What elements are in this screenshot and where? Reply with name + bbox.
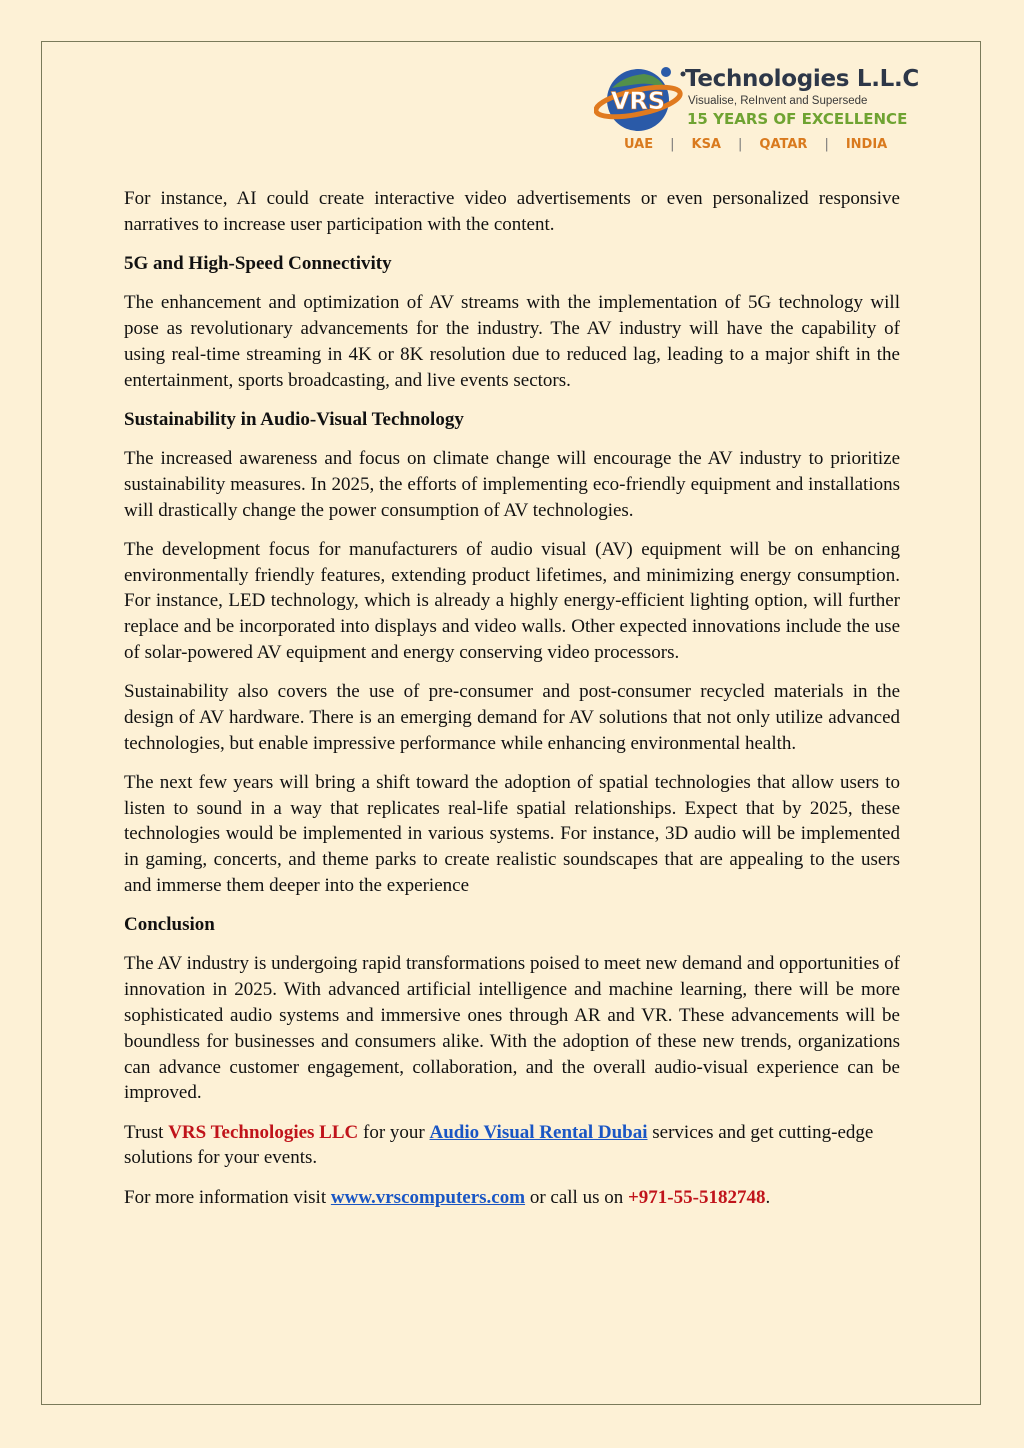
paragraph-conclusion: The AV industry is undergoing rapid transformations poised to meet new demand and opportunities of innovation in 2025. With advanced artificial intelligence and machine learning, there will be more sophisticated audio systems and immersive ones through AR and VR. These advancements will be boundless for businesses and consumers alike. With the adoption of these new trends, organizations can advance customer engagement, collaboration, and the overall audio-visual experience can be improved. <box>124 953 900 1104</box>
brand-name: VRS Technologies LLC <box>168 1121 359 1143</box>
paragraph-sustainability-2: The development focus for manufacturers of audio visual (AV) equipment will be on enhancing environmentally friendly features, extending product lifetimes, and minimizing energy consumption. For instance, LED technology, which is already a highly energy-efficient lighting option, will further replace and be incorporated into displays and video walls. Other expected innovations include the use of solar-powered AV equipment and energy conserving video processors. <box>124 538 900 663</box>
region-ksa: KSA <box>691 137 721 152</box>
trust-paragraph <box>124 1120 900 1172</box>
contact-paragraph <box>124 1185 900 1211</box>
globe-logo-icon <box>594 62 686 138</box>
region-india: INDIA <box>845 137 888 152</box>
contact-suffix: . <box>765 1186 771 1208</box>
paragraph-sustainability-3: Sustainability also covers the use of pre-consumer and post-consumer recycled materials in the design of AV hardware. There is an emerging demand for AV solutions that not only utilize advanced technologies, but enable impressive performance while enhancing environmental health. <box>124 681 900 754</box>
paragraph-5g: The enhancement and optimization of AV streams with the implementation of 5G technology will pose as revolutionary advancements for the industry. The AV industry will have the capability of using real-time streaming in 4K or 8K resolution due to reduced lag, leading to a major shift in the entertainment, sports broadcasting, and live events sectors. <box>124 292 900 391</box>
logo-years-badge: 15 YEARS OF EXCELLENCE <box>687 110 908 128</box>
paragraph-sustainability-1: The increased awareness and focus on climate change will encourage the AV industry to prioritize sustainability measures. In 2025, the efforts of implementing eco-friendly equipment and installations will drastically change the power consumption of AV technologies. <box>124 447 900 521</box>
region-separator: | <box>738 137 743 152</box>
contact-prefix: For more information visit <box>124 1186 331 1208</box>
heading-conclusion: Conclusion <box>124 914 215 936</box>
trust-suffix: services and get cutting-edge solutions for your events. <box>124 1121 874 1169</box>
logo-initials: VRS <box>610 87 666 115</box>
trust-middle: for your <box>358 1121 430 1143</box>
region-separator: | <box>670 137 675 152</box>
audio-visual-rental-link[interactable]: Audio Visual Rental Dubai <box>429 1121 648 1143</box>
contact-middle: or call us on <box>525 1186 628 1208</box>
intro-paragraph: For instance, AI could create interactive video advertisements or even personalized responsive narratives to increase user participation with the content. <box>124 188 900 235</box>
region-uae: UAE <box>624 137 654 152</box>
logo-tagline: Visualise, ReInvent and Supersede <box>688 95 868 107</box>
paragraph-spatial: The next few years will bring a shift toward the adoption of spatial technologies that allow users to listen to sound in a way that replicates real-life spatial relationships. Expect that by 2025, these technologies would be implemented in various systems. For instance, 3D audio will be implemented in gaming, concerts, and theme parks to create realistic soundscapes that are appealing to the users and immerse them deeper into the experience <box>124 771 900 897</box>
logo-company-name: Technologies L.L.C <box>685 66 920 92</box>
logo-regions <box>624 137 887 152</box>
heading-5g: 5G and High-Speed Connectivity <box>124 252 392 274</box>
website-link[interactable]: www.vrscomputers.com <box>330 1186 526 1208</box>
article-body <box>124 186 900 1224</box>
heading-sustainability: Sustainability in Audio-Visual Technology <box>124 408 464 430</box>
phone-number: +971-55-5182748 <box>627 1186 766 1208</box>
region-separator: | <box>824 137 829 152</box>
region-qatar: QATAR <box>759 137 808 152</box>
trust-prefix: Trust <box>124 1121 169 1143</box>
company-logo <box>594 62 920 162</box>
